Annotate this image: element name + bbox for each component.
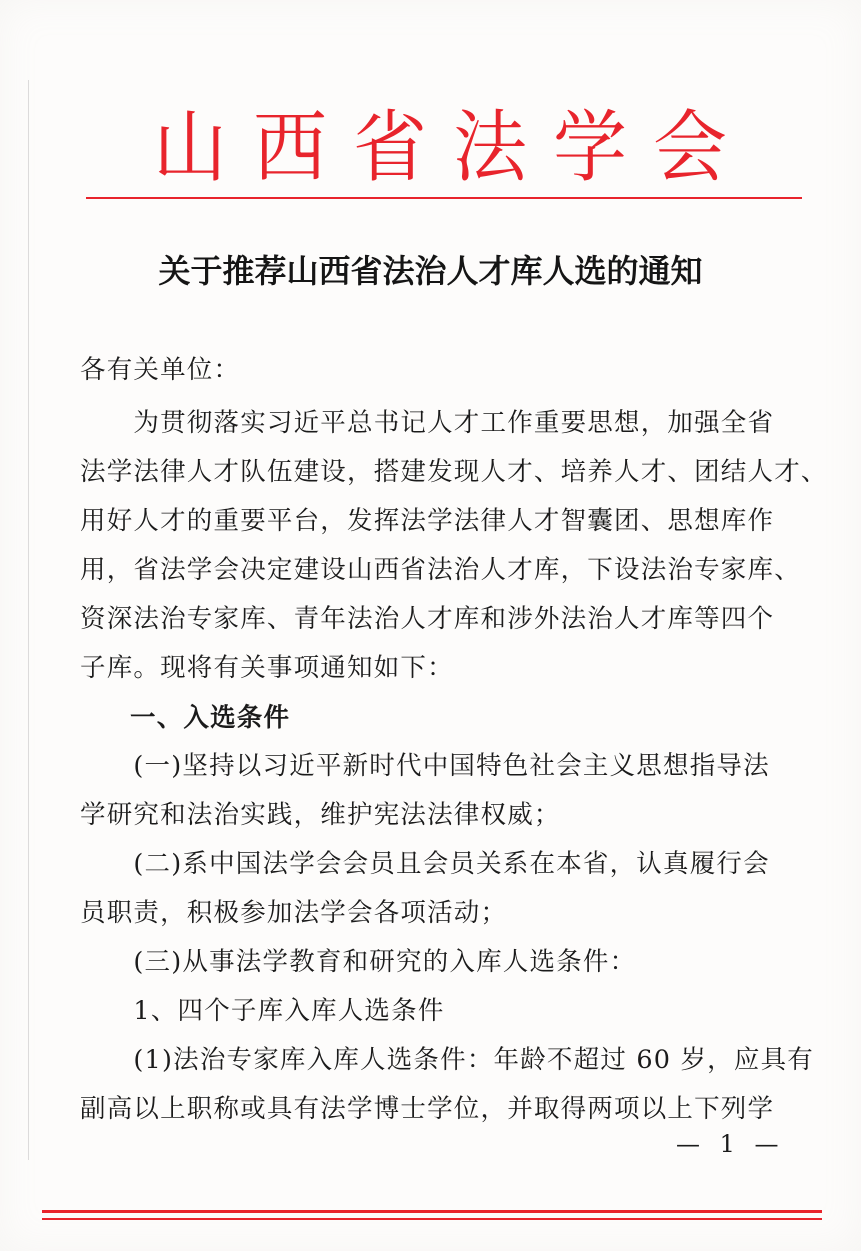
body-line: (三)从事法学教育和研究的入库人选条件： [80, 947, 637, 977]
intro-line: 用好人才的重要平台，发挥法学法律人才智囊团、思想库作 [80, 506, 775, 536]
body-line: (1)法治专家库入库人选条件：年龄不超过 60 岁，应具有 [80, 1045, 814, 1075]
document-title: 关于推荐山西省法治人才库人选的通知 [158, 252, 703, 290]
page-number: — 1 — [676, 1130, 785, 1158]
intro-line: 资深法治专家库、青年法治人才库和涉外法治人才库等四个 [80, 604, 775, 634]
masthead-char: 法 [453, 102, 527, 194]
body-line: 1、四个子库入库人选条件 [80, 996, 445, 1026]
section-heading: 一、入选条件 [130, 703, 291, 733]
body-line: (一)坚持以习近平新时代中国特色社会主义思想指导法 [80, 751, 770, 781]
masthead-char: 西 [253, 102, 327, 194]
body-line: (二)系中国法学会会员且会员关系在本省，认真履行会 [80, 849, 770, 879]
masthead-char: 学 [553, 102, 627, 194]
masthead-char: 会 [653, 102, 727, 194]
masthead-char: 省 [353, 102, 427, 194]
footer-divider-thick [42, 1210, 822, 1213]
intro-line: 子库。现将有关事项通知如下： [80, 653, 454, 683]
footer-divider-thin [42, 1218, 822, 1220]
masthead-divider [86, 197, 802, 199]
scan-edge-line [28, 80, 29, 1160]
salutation: 各有关单位： [80, 355, 241, 385]
masthead [150, 102, 730, 194]
body-line: 员职责，积极参加法学会各项活动； [80, 898, 508, 928]
masthead-char: 山 [153, 102, 227, 194]
intro-line: 用，省法学会决定建设山西省法治人才库，下设法治专家库、 [80, 555, 801, 585]
intro-line: 为贯彻落实习近平总书记人才工作重要思想，加强全省 [80, 408, 775, 438]
body-line: 副高以上职称或具有法学博士学位，并取得两项以上下列学 [80, 1094, 775, 1124]
body-line: 学研究和法治实践，维护宪法法律权威； [80, 800, 561, 830]
intro-line: 法学法律人才队伍建设，搭建发现人才、培养人才、团结人才、 [80, 457, 828, 487]
